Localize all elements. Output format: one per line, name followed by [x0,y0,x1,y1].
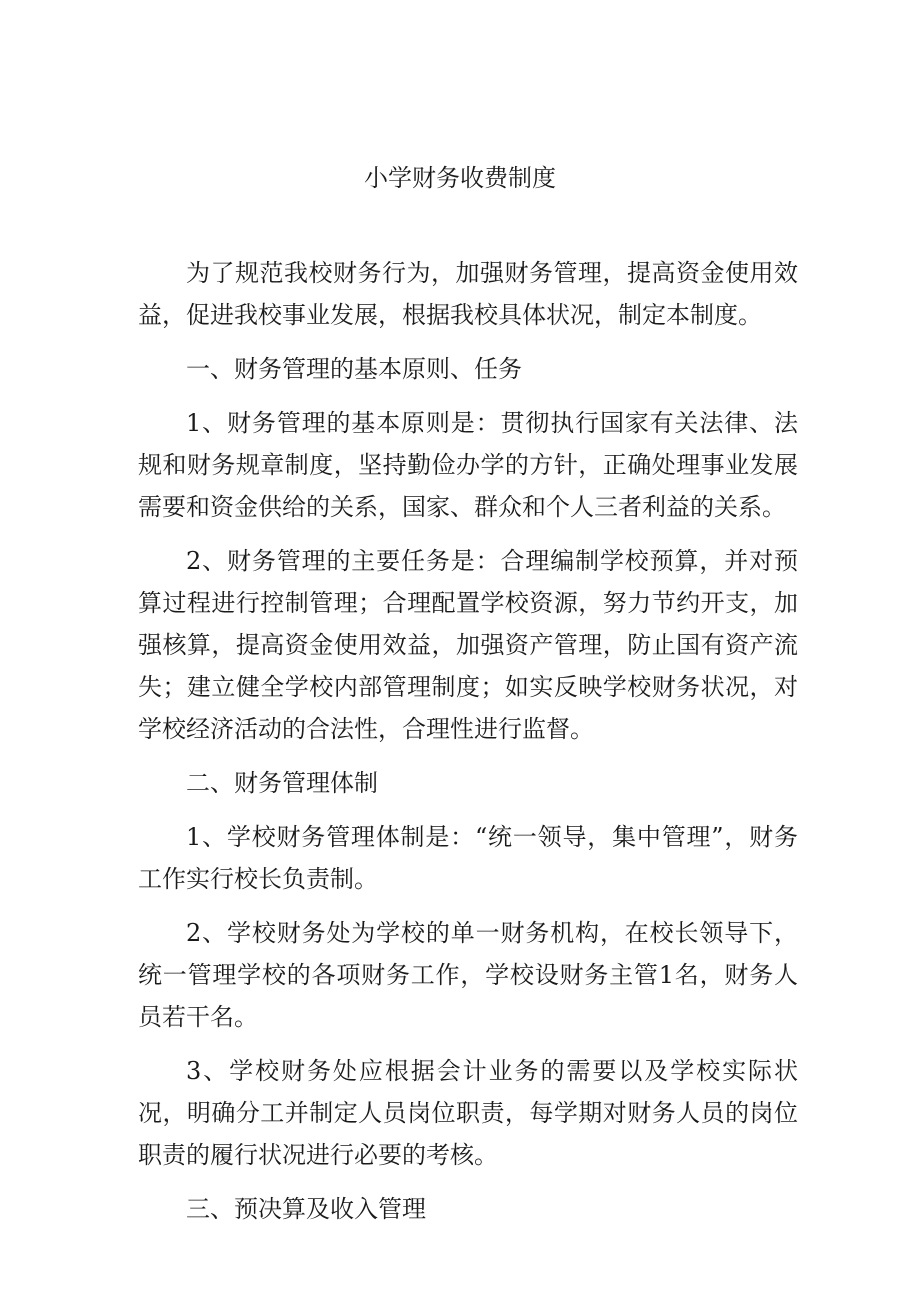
section-heading-2: 二、财务管理体制 [186,769,378,797]
document-title: 小学财务收费制度 [364,164,556,192]
paragraph-principles: 1、财务管理的基本原则是：贯彻执行国家有关法律、法规和财务规章制度，坚持勤俭办学的方针，正确处理事业发展需要和资金供给的关系，国家、群众和个人三者利益的关系。 [138,409,798,521]
paragraph-system: 1、学校财务管理体制是：“统一领导，集中管理”，财务工作实行校长负责制。 [138,823,798,893]
paragraph-tasks: 2、财务管理的主要任务是：合理编制学校预算，并对预算过程进行控制管理；合理配置学校资源，努力节约开支，加强核算，提高资金使用效益，加强资产管理，防止国有资产流失；建立健全学校内部管理制度；如实反映学校财务状况，对学校经济活动的合法性，合理性进行监督。 [138,547,798,743]
section-heading-3: 三、预决算及收入管理 [186,1195,426,1223]
document-body [138,252,798,1242]
paragraph-duties: 3、学校财务处应根据会计业务的需要以及学校实际状况，明确分工并制定人员岗位职责，每学期对财务人员的岗位职责的履行状况进行必要的考核。 [138,1057,798,1169]
paragraph-intro: 为了规范我校财务行为，加强财务管理，提高资金使用效益，促进我校事业发展，根据我校具体状况，制定本制度。 [138,259,798,329]
section-heading-1: 一、财务管理的基本原则、任务 [186,355,522,383]
paragraph-finance-office: 2、学校财务处为学校的单一财务机构，在校长领导下，统一管理学校的各项财务工作，学校设财务主管1名，财务人员若干名。 [138,919,798,1031]
